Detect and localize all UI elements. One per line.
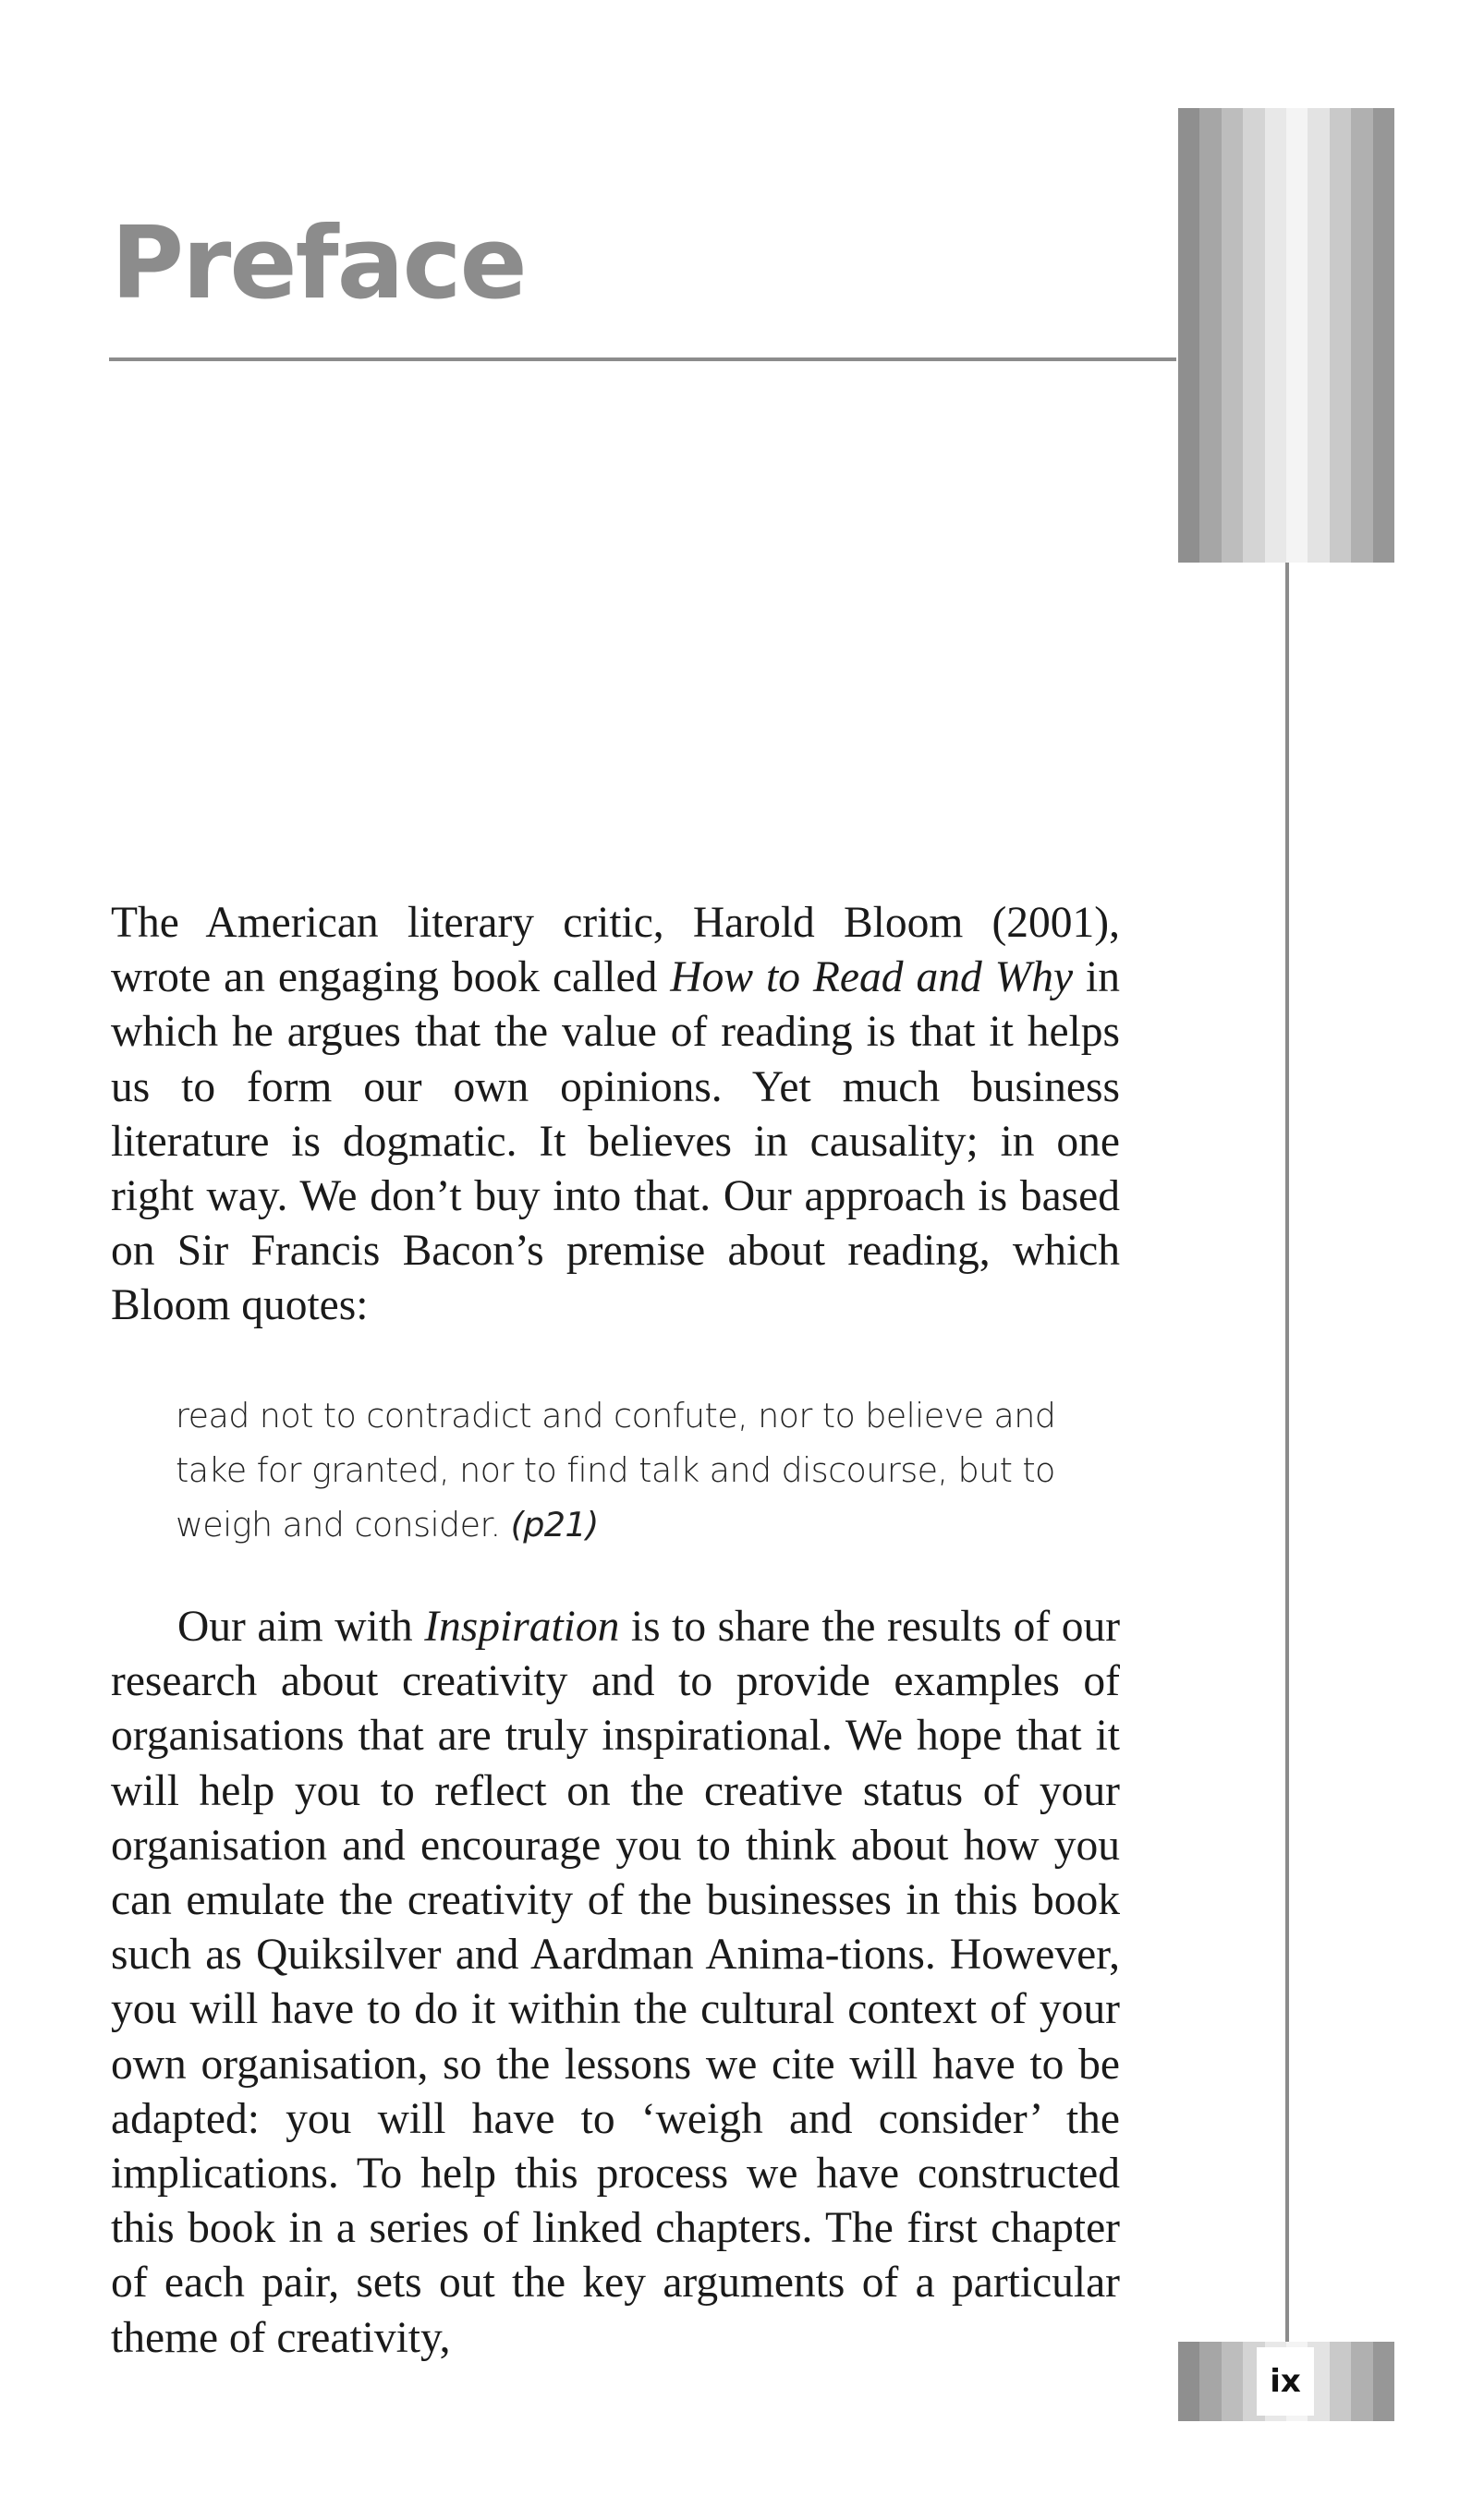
stripe-band xyxy=(1178,108,1199,563)
stripe-band xyxy=(1308,108,1329,563)
side-rule xyxy=(1285,563,1289,2342)
paragraph-2-text-b: is to share the results of our research about creativity and to provide examples of organisations that are truly inspirational. We hope that it will help you to reflect on the creative status of your organisation and encourage you to think about how you can emulate the creativity of the businesses in this book such as Quiksilver and Aardman Anima-tions. However, you will have to do it within the cultural context of your own organisation, so the lessons we cite will have to be adapted: you will have to ‘weigh and consider’ the implications. To help this process we have constructed this book in a series of linked chapters. The first chapter of each pair, sets out the key arguments of a particular theme of creativity, xyxy=(111,1603,1121,2362)
stripe-band xyxy=(1373,108,1394,563)
chapter-tab-stripes xyxy=(1178,108,1394,563)
stripe-band xyxy=(1265,108,1286,563)
page-title: Preface xyxy=(111,206,526,321)
paragraph-2-text-a: Our aim with xyxy=(177,1603,425,1651)
stripe-band xyxy=(1199,108,1221,563)
page-number: ix xyxy=(1257,2347,1314,2416)
paragraph-1 xyxy=(111,896,1120,1334)
stripe-band xyxy=(1199,2342,1221,2421)
stripe-band xyxy=(1351,2342,1372,2421)
paragraph-1-text-b: in which he argues that the value of reading is that it helps us to form our own opinions. Yet much business literature is dogmatic. It believes in causality; in one right way. We don’t buy into that. Our approach is based on Sir Francis Bacon’s premise about reading, which Bloom quotes: xyxy=(111,953,1120,1330)
stripe-band xyxy=(1373,2342,1394,2421)
paragraph-2 xyxy=(111,1600,1120,2366)
stripe-band xyxy=(1222,108,1243,563)
paragraph-1-text-a: The American literary critic, Harold Bloom (2001), wrote an engaging book called xyxy=(111,899,1120,1002)
quote-text: read not to contradict and confute, nor to believe and take for granted, nor to find talk and discourse, but to weigh and consider. xyxy=(176,1396,1056,1545)
stripe-band xyxy=(1351,108,1372,563)
stripe-band xyxy=(1243,108,1264,563)
stripe-band xyxy=(1178,2342,1199,2421)
heading-rule xyxy=(109,357,1176,361)
stripe-band xyxy=(1330,2342,1351,2421)
book-title-inspiration: Inspiration xyxy=(424,1603,620,1651)
block-quote xyxy=(176,1388,1120,1552)
stripe-band xyxy=(1286,108,1308,563)
quote-citation: (p21) xyxy=(510,1505,599,1545)
stripe-band xyxy=(1330,108,1351,563)
stripe-band xyxy=(1222,2342,1243,2421)
book-title-how-to-read: How to Read and Why xyxy=(670,953,1074,1002)
